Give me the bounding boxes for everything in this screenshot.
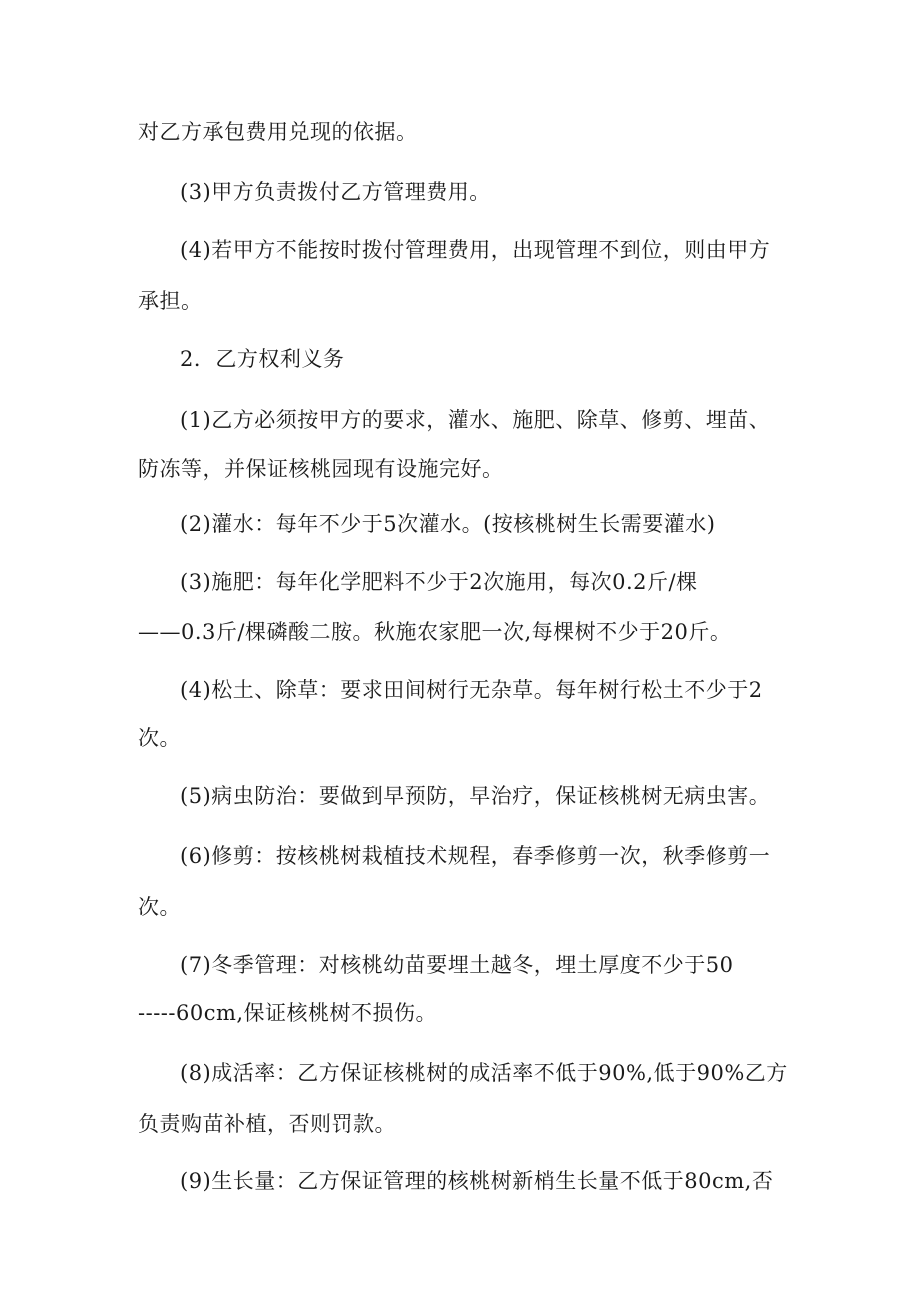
- paragraph-line: (6)修剪：按核桃树栽植技术规程，春季修剪一次，秋季修剪一: [180, 844, 771, 868]
- paragraph-line: (5)病虫防治：要做到早预防，早治疗，保证核桃树无病虫害。: [180, 784, 771, 808]
- paragraph-line: 次。: [138, 726, 181, 750]
- paragraph-line: 承担。: [138, 289, 203, 313]
- paragraph-line: (4)若甲方不能按时拨付管理费用，出现管理不到位，则由甲方: [180, 238, 771, 262]
- paragraph-line: 防冻等，并保证核桃园现有设施完好。: [138, 457, 504, 481]
- paragraph-line: (3)施肥：每年化学肥料不少于2次施用，每次0.2斤/棵: [180, 570, 698, 594]
- paragraph-line: (9)生长量：乙方保证管理的核桃树新梢生长量不低于80cm,否: [180, 1169, 774, 1193]
- paragraph-line: (4)松土、除草：要求田间树行无杂草。每年树行松土不少于2: [180, 678, 763, 702]
- paragraph-line: ——0.3斤/棵磷酸二胺。秋施农家肥一次,每棵树不少于20斤。: [138, 620, 732, 644]
- paragraph-line: 负责购苗补植，否则罚款。: [138, 1112, 396, 1136]
- section-heading: 2．乙方权利义务: [180, 347, 345, 371]
- paragraph-line: 次。: [138, 895, 181, 919]
- paragraph-line: (7)冬季管理：对核桃幼苗要埋土越冬，埋土厚度不少于50: [180, 953, 734, 977]
- paragraph-line: (8)成活率：乙方保证核桃树的成活率不低于90%,低于90%乙方: [180, 1061, 788, 1085]
- paragraph-line: (3)甲方负责拨付乙方管理费用。: [180, 180, 491, 204]
- paragraph-line: (2)灌水：每年不少于5次灌水。(按核桃树生长需要灌水): [180, 512, 716, 536]
- paragraph-line: 对乙方承包费用兑现的依据。: [138, 120, 418, 144]
- paragraph-line: (1)乙方必须按甲方的要求，灌水、施肥、除草、修剪、埋苗、: [180, 408, 771, 432]
- paragraph-line: -----60cm,保证核桃树不损伤。: [138, 1001, 438, 1025]
